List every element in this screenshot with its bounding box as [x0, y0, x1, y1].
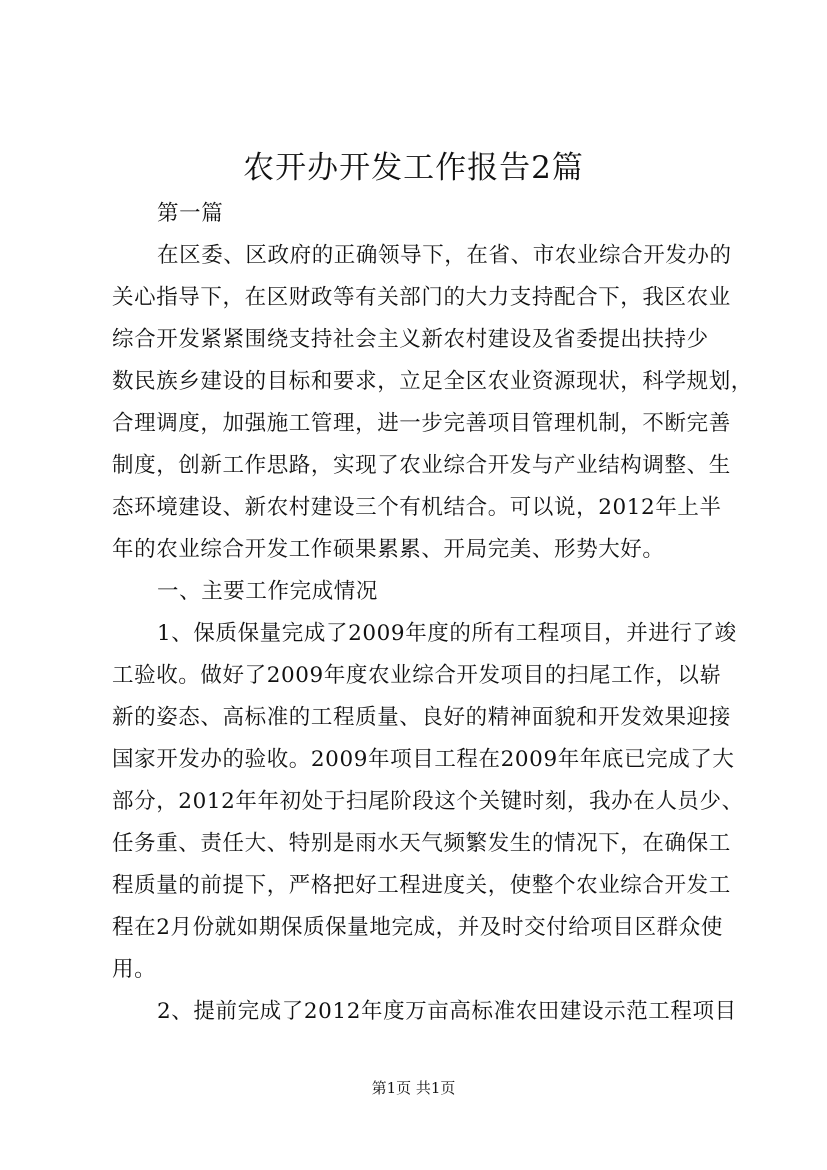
body-line: 程质量的前提下，严格把好工程进度关，使整个农业综合开发工 — [112, 873, 731, 898]
body-line: 制度，创新工作思路，实现了农业综合开发与产业结构调整、生 — [112, 453, 731, 478]
section-heading: 第一篇 — [157, 201, 224, 226]
body-line: 关心指导下，在区财政等有关部门的大力支持配合下，我区农业 — [112, 285, 731, 310]
body-line: 新的姿态、高标准的工程质量、良好的精神面貌和开发效果迎接 — [112, 705, 731, 730]
body-line: 综合开发紧紧围绕支持社会主义新农村建设及省委提出扶持少 — [112, 327, 709, 352]
body-line: 合理调度，加强施工管理，进一步完善项目管理机制，不断完善 — [112, 411, 731, 436]
body-line: 用。 — [112, 957, 157, 982]
body-line: 国家开发办的验收。2009年项目工程在2009年年底已完成了大 — [112, 747, 735, 772]
body-line: 部分，2012年年初处于扫尾阶段这个关键时刻，我办在人员少、 — [112, 789, 744, 814]
body-line: 程在2月份就如期保质保量地完成，并及时交付给项目区群众使 — [112, 915, 723, 940]
body-line: 在区委、区政府的正确领导下，在省、市农业综合开发办的 — [157, 243, 732, 268]
body-line: 态环境建设、新农村建设三个有机结合。可以说，2012年上半 — [112, 495, 722, 520]
page-footer: 第1页 共1页 — [371, 1079, 456, 1097]
body-line: 数民族乡建设的目标和要求，立足全区农业资源现状，科学规划， — [112, 369, 753, 394]
body-line: 任务重、责任大、特别是雨水天气频繁发生的情况下，在确保工 — [112, 831, 731, 856]
body-line: 2、提前完成了2012年度万亩高标准农田建设示范工程项目 — [157, 999, 737, 1024]
section-heading: 一、主要工作完成情况 — [157, 579, 379, 604]
document-title: 农开办开发工作报告2篇 — [243, 150, 584, 186]
body-line: 年的农业综合开发工作硕果累累、开局完美、形势大好。 — [112, 537, 665, 562]
body-line: 1、保质保量完成了2009年度的所有工程项目，并进行了竣 — [157, 621, 737, 646]
body-line: 工验收。做好了2009年度农业综合开发项目的扫尾工作，以崭 — [112, 663, 722, 688]
